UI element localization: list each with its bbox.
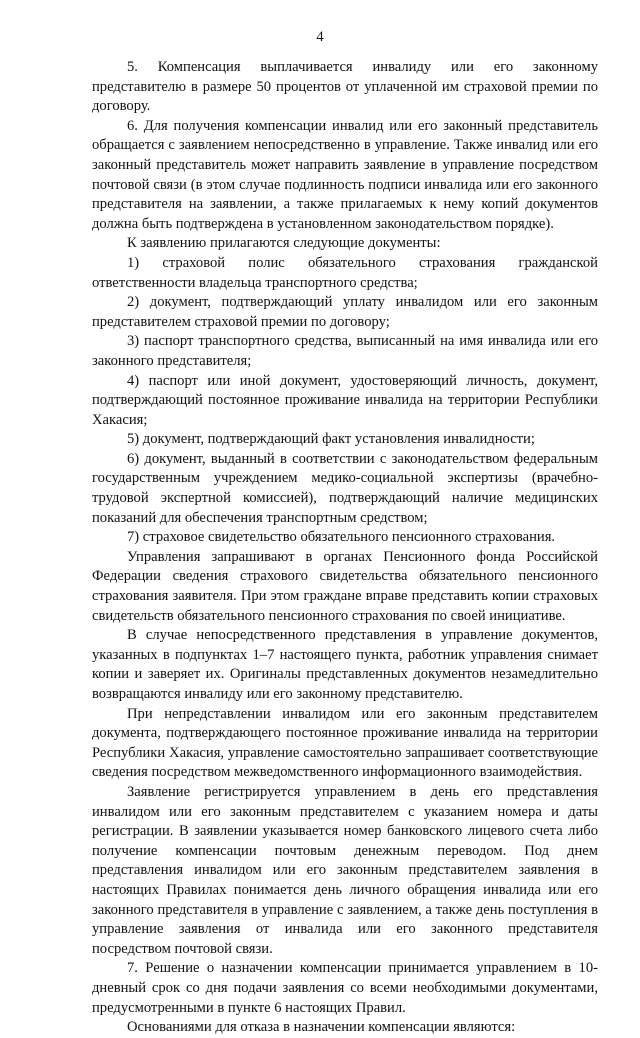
list-item-5: 5) документ, подтверждающий факт установления инвалидности; (127, 431, 535, 448)
document-body (92, 58, 598, 1038)
list-item-4: 4) паспорт или иной документ, удостоверяющий личность, документ, подтверждающий постоянное проживание инвалида на территории Республики Хакасия; (92, 372, 598, 428)
paragraph-refusal-grounds: Основаниями для отказа в назначении компенсации являются: (127, 1019, 516, 1036)
list-item-3: 3) паспорт транспортного средства, выписанный на имя инвалида или его законного представителя; (92, 333, 598, 369)
list-item-2: 2) документ, подтверждающий уплату инвалидом или его законным представителем страховой премии по договору; (92, 294, 598, 330)
paragraph-7-decision: 7. Решение о назначении компенсации принимается управлением в 10-дневный срок со дня подачи заявления со всеми необходимыми документами, предусмотренными в пункте 6 настоящих Правил. (92, 960, 598, 1016)
page-number: 4 (316, 29, 324, 45)
list-item-7: 7) страховое свидетельство обязательного пенсионного страхования. (127, 529, 556, 546)
paragraph-pension-fund-request: Управления запрашивают в органах Пенсионного фонда Российской Федерации сведения страхового свидетельства обязательного пенсионного страхования заявителя. При этом граждане вправе представить копии страховых свидетельств обязательного пенсионного страхования по своей инициативе. (92, 548, 598, 624)
list-item-6: 6) документ, выданный в соответствии с законодательством федеральным государственным учреждением медико-социальной экспертизы (врачебно-трудовой экспертной комиссией), подтверждающий наличие медицинских показаний для обеспечения транспортным средством; (92, 450, 598, 526)
paragraph-direct-submission: В случае непосредственного представления в управление документов, указанных в подпунктах 1–7 настоящего пункта, работник управления снимает копии и заверяет их. Оригиналы представленных документов незамедлительно возвращаются инвалиду или его законному представителю. (92, 627, 598, 702)
paragraph-registration: Заявление регистрируется управлением в день его представления инвалидом или его законным представителем с указанием номера и даты регистрации. В заявлении указывается номер банковского лицевого счета либо получение компенсации почтовым денежным переводом. Под днем представления инвалидом или его законным представителем заявления в настоящих Правилах понимается день личного обращения инвалида или его законного представителя в управление с заявлением, а также день поступления в управление заявления от инвалида или его законного представителя посредством почтовой связи. (92, 783, 598, 957)
paragraph-6-application: 6. Для получения компенсации инвалид или его законный представитель обращается с заявлением непосредственно в управление. Также инвалид или его законный представитель может направить заявление в управление посредством почтовой связи (в этом случае подлинность подписи инвалида или его законного представителя на заявлении, а также прилагаемых к нему копий документов должна быть подтверждена в установленном законодательством порядке). (92, 117, 598, 232)
paragraph-attached-documents: К заявлению прилагаются следующие документы: (127, 235, 441, 252)
paragraph-non-submission: При непредставлении инвалидом или его законным представителем документа, подтверждающего постоянное проживание инвалида на территории Республики Хакасия, управление самостоятельно запрашивает соответствующие сведения посредством межведомственного информационного взаимодействия. (92, 705, 598, 781)
list-item-1: 1) страховой полис обязательного страхования гражданской ответственности владельца транспортного средства; (92, 254, 598, 291)
paragraph-5-compensation-amount: 5. Компенсация выплачивается инвалиду или его законному представителю в размере 50 процентов от уплаченной им страховой премии по договору. (92, 59, 598, 115)
